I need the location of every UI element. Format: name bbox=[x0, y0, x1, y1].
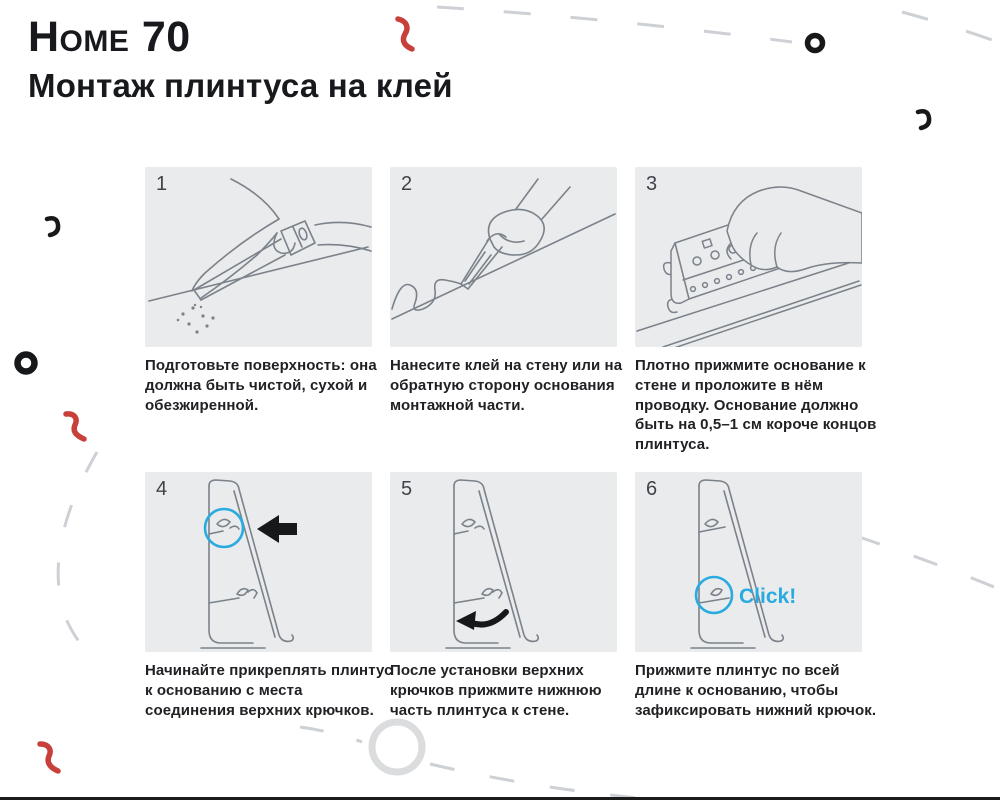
glue-application-illustration bbox=[390, 167, 617, 347]
step-2 bbox=[390, 167, 640, 415]
step-4-panel bbox=[145, 472, 372, 652]
step-2-panel bbox=[390, 167, 617, 347]
vacuum-nozzle-illustration bbox=[145, 167, 372, 347]
step-5-panel bbox=[390, 472, 617, 652]
step-2-number: 2 bbox=[401, 173, 413, 195]
page-title: Монтаж плинтуса на клей bbox=[28, 67, 453, 105]
step-4-caption: Начинайте прикреплять плинтус к основанию с места соединения верхних крючков. bbox=[145, 662, 393, 719]
step-4-number: 4 bbox=[156, 478, 168, 500]
step-5 bbox=[390, 472, 640, 720]
product-name: Home 70 bbox=[28, 13, 191, 61]
step-3 bbox=[635, 167, 885, 455]
step-5-caption: После установки верхних крючков прижмите нижнюю часть плинтуса к стене. bbox=[390, 662, 602, 719]
step-3-caption: Плотно прижмите основание к стене и проложите в нём проводку. Основание должно быть на 0,5–1 см короче концов плинтуса. bbox=[635, 357, 877, 454]
plinth-profile-press-bottom-illustration bbox=[390, 472, 617, 652]
debris-dots bbox=[177, 304, 215, 334]
step-6-number: 6 bbox=[646, 478, 658, 500]
header bbox=[28, 14, 453, 105]
plinth-profile-click-illustration bbox=[635, 472, 862, 652]
step-6-caption: Прижмите плинтус по всей длине к основанию, чтобы зафиксировать нижний крючок. bbox=[635, 662, 877, 719]
step-6 bbox=[635, 472, 885, 720]
step-1-number: 1 bbox=[156, 173, 168, 195]
step-6-panel bbox=[635, 472, 862, 652]
mounting-base-illustration bbox=[635, 167, 862, 347]
step-1-panel bbox=[145, 167, 372, 347]
step-1-caption: Подготовьте поверхность: она должна быть чистой, сухой и обезжиренной. bbox=[145, 357, 377, 414]
step-5-number: 5 bbox=[401, 478, 413, 500]
step-4 bbox=[145, 472, 395, 720]
click-label: Click! bbox=[739, 585, 797, 608]
step-2-caption: Нанесите клей на стену или на обратную сторону основания монтажной части. bbox=[390, 357, 623, 414]
curved-left-arrow-icon bbox=[456, 611, 506, 630]
plinth-profile-upper-hook-illustration bbox=[145, 472, 372, 652]
step-3-number: 3 bbox=[646, 173, 658, 195]
left-arrow-icon bbox=[257, 515, 297, 543]
step-1 bbox=[145, 167, 395, 415]
step-3-panel bbox=[635, 167, 862, 347]
